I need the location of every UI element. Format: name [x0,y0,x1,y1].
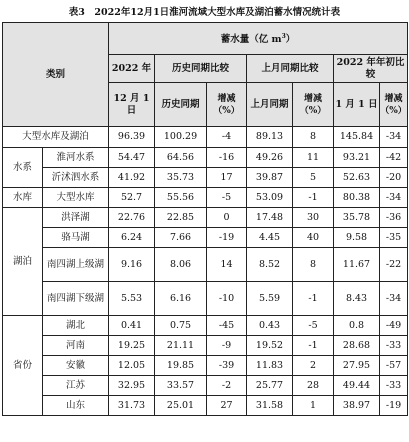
cell: -5 [207,188,247,208]
group-label: 水库 [3,188,43,208]
cell: -42 [380,148,408,168]
table-row [3,127,408,148]
cell: 49.26 [247,148,293,168]
cell: -2 [207,376,247,396]
row-label: 湖北 [43,316,109,336]
cell: 33.57 [155,376,207,396]
header-category: 类别 [3,23,109,127]
cell: -33 [380,376,408,396]
row-label: 大型水库 [43,188,109,208]
cell: 54.47 [109,148,155,168]
cell: -16 [207,148,247,168]
row-label: 安徽 [43,356,109,376]
header-hist-compare: 历史同期比较 [155,55,247,83]
cell: 0.41 [109,316,155,336]
row-label: 河南 [43,336,109,356]
cell: -49 [380,316,408,336]
cell: 55.56 [155,188,207,208]
table-row [3,208,408,228]
table-title: 表3 2022年12月1日淮河流域大型水库及湖泊蓄水情况统计表 [68,7,341,18]
cell: -34 [380,188,408,208]
cell: 25.01 [155,396,207,416]
header-hist-same: 历史同期 [155,83,207,127]
table-row [3,316,408,336]
table-row [3,336,408,356]
cell: 9.16 [109,248,155,282]
cell: 100.29 [155,127,207,148]
table-row [3,356,408,376]
table-row [3,168,408,188]
cell: -22 [380,248,408,282]
group-label: 水系 [3,148,43,188]
cell: 8 [293,127,334,148]
cell: 5 [293,168,334,188]
cell: 7.66 [155,228,207,248]
row-label: 沂沭泗水系 [43,168,109,188]
cell: 0.43 [247,316,293,336]
header-jan1: 1 月 1 日 [334,83,380,127]
cell: 14 [207,248,247,282]
cell: 19.25 [109,336,155,356]
cell: -1 [293,188,334,208]
cell: 5.59 [247,282,293,316]
cell: 35.73 [155,168,207,188]
cell: -36 [380,208,408,228]
cell: 35.78 [334,208,380,228]
group-label: 省份 [3,316,43,416]
cell: 19.52 [247,336,293,356]
cell: 8.52 [247,248,293,282]
table-row [3,148,408,168]
row-label: 江苏 [43,376,109,396]
cell: 49.44 [334,376,380,396]
cell: 89.13 [247,127,293,148]
row-label: 南四湖下级湖 [43,282,109,316]
cell: 21.11 [155,336,207,356]
header-change-1: 增减（%） [207,83,247,127]
cell: 19.85 [155,356,207,376]
cell: -19 [207,228,247,248]
cell: 22.85 [155,208,207,228]
cell: 32.95 [109,376,155,396]
row-label: 洪泽湖 [43,208,109,228]
cell: 28.68 [334,336,380,356]
cell: 8 [293,248,334,282]
cell: 8.06 [155,248,207,282]
cell: 80.38 [334,188,380,208]
cell: 0 [207,208,247,228]
cell: 40 [293,228,334,248]
header-change-3: 增减（%） [380,83,408,127]
cell: 1 [293,396,334,416]
cell: 0.8 [334,316,380,336]
cell: 31.73 [109,396,155,416]
cell: 6.24 [109,228,155,248]
cell: -1 [293,336,334,356]
cell: 0.75 [155,316,207,336]
header-year-start-compare: 2022 年年初比较 [334,55,408,83]
header-last-month-compare: 上月同期比较 [247,55,334,83]
cell: 5.53 [109,282,155,316]
cell: 11 [293,148,334,168]
cell: -39 [207,356,247,376]
cell: -1 [293,282,334,316]
row-label: 南四湖上级湖 [43,248,109,282]
cell: -4 [207,127,247,148]
cell: 2 [293,356,334,376]
cell: -9 [207,336,247,356]
table-row [3,376,408,396]
header-storage: 蓄水量（亿 $m^3$） [109,23,408,55]
table-row [3,188,408,208]
cell: 41.92 [109,168,155,188]
cell: 52.7 [109,188,155,208]
cell: -5 [293,316,334,336]
cell: -34 [380,282,408,316]
cell: -20 [380,168,408,188]
cell: 8.43 [334,282,380,316]
cell: 25.77 [247,376,293,396]
cell: 96.39 [109,127,155,148]
cell: -33 [380,336,408,356]
header-change-2: 增减（%） [293,83,334,127]
cell: 93.21 [334,148,380,168]
cell: 11.83 [247,356,293,376]
group-label: 湖泊 [3,208,43,316]
cell: -45 [207,316,247,336]
table-row [3,282,408,316]
cell: 30 [293,208,334,228]
row-label: 淮河水系 [43,148,109,168]
cell: 64.56 [155,148,207,168]
cell: 6.16 [155,282,207,316]
table-row [3,228,408,248]
cell: 17.48 [247,208,293,228]
cell: 12.05 [109,356,155,376]
cell: 28 [293,376,334,396]
header-2022: 2022 年 [109,55,155,83]
header-last-month-same: 上月同期 [247,83,293,127]
cell: 31.58 [247,396,293,416]
row-label: 山东 [43,396,109,416]
cell: -35 [380,228,408,248]
cell: 22.76 [109,208,155,228]
row-label: 大型水库及湖泊 [3,127,109,148]
row-label: 骆马湖 [43,228,109,248]
header-dec1: 12 月 1 日 [109,83,155,127]
cell: -10 [207,282,247,316]
storage-statistics-table [2,22,408,416]
cell: 52.63 [334,168,380,188]
table-row [3,248,408,282]
cell: -57 [380,356,408,376]
cell: 38.97 [334,396,380,416]
table-row [3,396,408,416]
cell: -34 [380,127,408,148]
cell: -19 [380,396,408,416]
cell: 4.45 [247,228,293,248]
cell: 27 [207,396,247,416]
cell: 17 [207,168,247,188]
cell: 27.95 [334,356,380,376]
cell: 53.09 [247,188,293,208]
cell: 145.84 [334,127,380,148]
cell: 39.87 [247,168,293,188]
cell: 9.58 [334,228,380,248]
cell: 11.67 [334,248,380,282]
